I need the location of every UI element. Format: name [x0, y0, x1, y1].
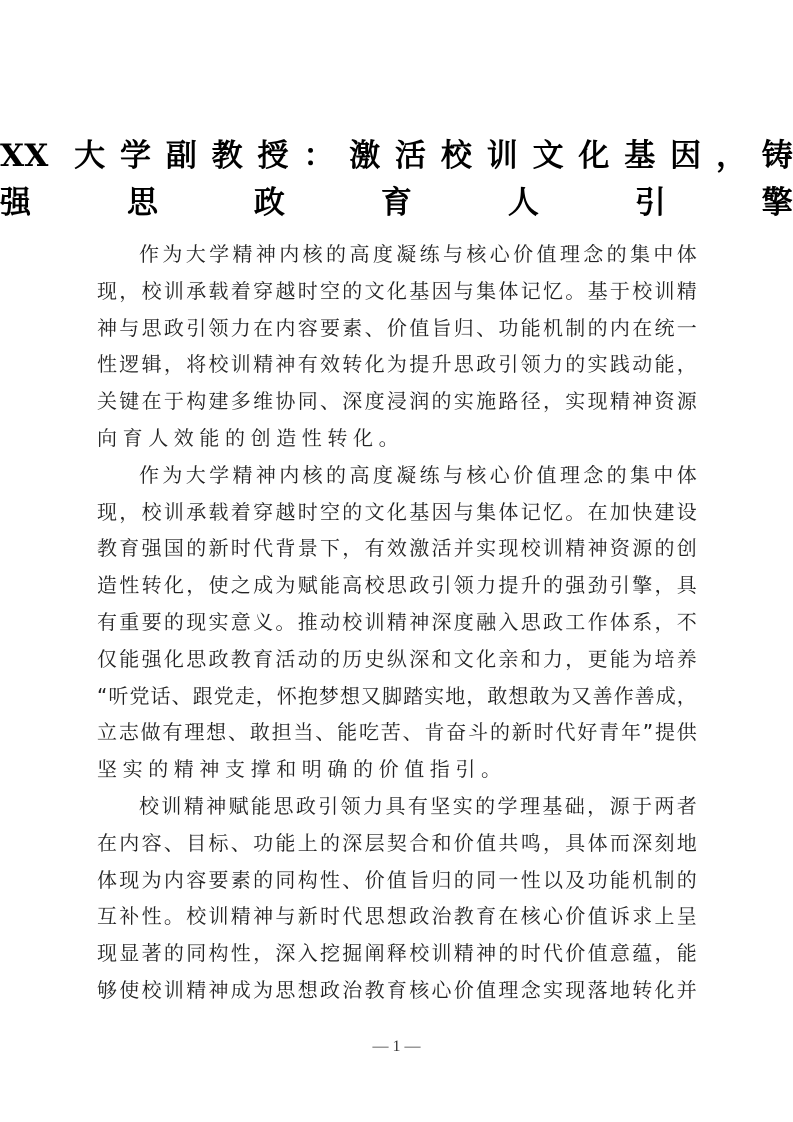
text-line: 够使校训精神成为思想政治教育核心价值理念实现落地转化并 — [97, 977, 697, 1002]
text-line: 校训精神赋能思政引领力具有坚实的学理基础，源于两者 — [139, 793, 697, 818]
text-line: 神与思政引领力在内容要素、价值旨归、功能机制的内在统一 — [97, 315, 697, 340]
text-line: 作为大学精神内核的高度凝练与核心价值理念的集中体 — [139, 242, 697, 266]
text-line: 现，校训承载着穿越时空的文化基因与集体记忆。在加快建设 — [97, 499, 697, 524]
paragraph-3 — [97, 788, 697, 1009]
text-line: 作为大学精神内核的高度凝练与核心价值理念的集中体 — [139, 462, 697, 487]
text-line: 教育强国的新时代背景下，有效激活并实现校训精神资源的创 — [97, 536, 697, 561]
document-title — [0, 133, 793, 227]
text-line: 有重要的现实意义。推动校训精神深度融入思政工作体系，不 — [97, 609, 697, 634]
text-line: 互补性。校训精神与新时代思想政治教育在核心价值诉求上呈 — [97, 904, 697, 929]
page-number: — 1 — — [372, 1038, 421, 1055]
text-line: 体现为内容要素的同构性、价值旨归的同一性以及功能机制的 — [97, 867, 697, 892]
document-body — [97, 236, 697, 1009]
text-line: “听党话、跟党走，怀抱梦想又脚踏实地，敢想敢为又善作善成， — [97, 683, 697, 708]
text-line: 造性转化，使之成为赋能高校思政引领力提升的强劲引擎，具 — [97, 573, 697, 598]
text-line: 坚实的精神支撑和明确的价值指引。 — [97, 757, 507, 782]
text-line: 在内容、目标、功能上的深层契合和价值共鸣，具体而深刻地 — [97, 830, 697, 855]
text-line: 仅能强化思政教育活动的历史纵深和文化亲和力，更能为培养 — [97, 646, 697, 671]
text-line: 现，校训承载着穿越时空的文化基因与集体记忆。基于校训精 — [97, 278, 697, 303]
paragraph-1 — [97, 236, 697, 457]
text-line: 立志做有理想、敢担当、能吃苦、肯奋斗的新时代好青年”提供 — [97, 720, 697, 745]
title-line: 强思政育人引擎 — [0, 184, 793, 221]
text-line: 性逻辑，将校训精神有效转化为提升思政引领力的实践动能， — [97, 352, 697, 377]
title-line: XX 大学副教授：激活校训文化基因，铸 — [0, 137, 793, 174]
text-line: 关键在于构建多维协同、深度浸润的实施路径，实现精神资源 — [97, 389, 697, 414]
paragraph-2 — [97, 457, 697, 788]
text-line: 现显著的同构性，深入挖掘阐释校训精神的时代价值意蕴，能 — [97, 941, 697, 966]
text-line: 向育人效能的创造性转化。 — [97, 425, 405, 450]
